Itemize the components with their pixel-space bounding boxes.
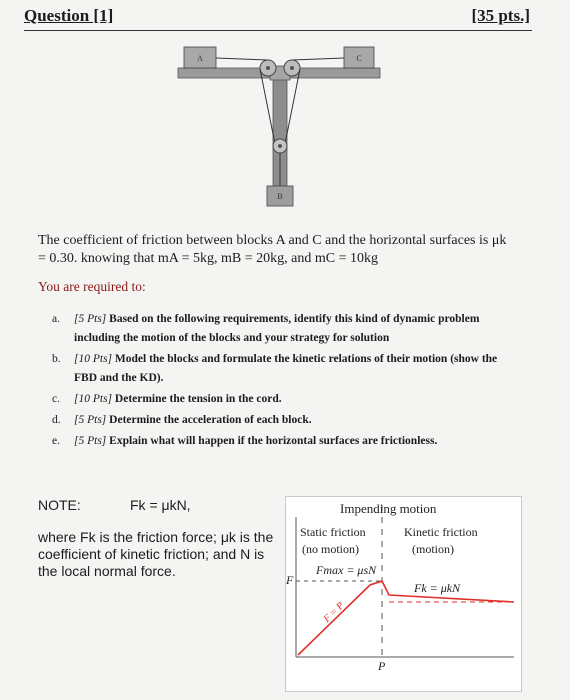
header-rule: [24, 30, 532, 31]
f-axis-label: F: [286, 573, 294, 587]
question-title: Question [1]: [24, 6, 114, 25]
task-label: d.: [52, 414, 61, 426]
problem-statement: [38, 232, 538, 268]
static-label-1: Static friction: [300, 525, 366, 539]
task-label: a.: [52, 313, 60, 325]
task-list: [52, 310, 522, 453]
left-table-surface: [178, 68, 270, 78]
statement-line-1: The coefficient of friction between blocks A and C and the horizontal surfaces is μk: [38, 233, 507, 248]
task-text: Based on the following requirements, identify this kind of dynamic problem including the motion of the blocks and your strategy for solution: [74, 313, 480, 344]
fmax-label: Fmax = μsN: [316, 563, 377, 577]
note-heading: NOTE:: [38, 497, 81, 513]
friction-graph: [285, 496, 522, 692]
task-item: [52, 390, 522, 409]
task-points: [5 Pts]: [74, 313, 107, 325]
note-formula: Fk = μkN,: [130, 497, 191, 513]
task-points: [10 Pts]: [74, 353, 113, 365]
pulley-diagram: [170, 42, 390, 222]
task-label: c.: [52, 393, 60, 405]
diagonal-label: F = P: [321, 600, 347, 625]
task-points: [5 Pts]: [74, 414, 107, 426]
block-a-label: A: [197, 54, 203, 63]
fk-label: Fk = μkN: [414, 581, 461, 595]
task-points: [5 Pts]: [74, 435, 107, 447]
graph-title: Impending motion: [340, 501, 437, 516]
task-text: Determine the tension in the cord.: [114, 393, 282, 405]
statement-line-2: = 0.30. knowing that mA = 5kg, mB = 20kg, and mC = 10kg: [38, 251, 378, 266]
kinetic-label-1: Kinetic friction: [404, 525, 478, 539]
question-points: [35 pts.]: [471, 6, 530, 25]
cord-a: [216, 58, 268, 60]
block-c-label: C: [356, 54, 362, 63]
task-points: [10 Pts]: [74, 393, 113, 405]
task-label: e.: [52, 435, 60, 447]
right-table-surface: [290, 68, 380, 78]
task-item: [52, 350, 522, 388]
task-item: [52, 310, 522, 348]
required-heading: You are required to:: [38, 279, 146, 294]
note-body: where Fk is the friction force; μk is the coefficient of kinetic friction; and N is the local normal force.: [38, 529, 274, 579]
task-item: [52, 432, 522, 451]
cord-c: [292, 58, 344, 60]
task-text: Explain what will happen if the horizontal surfaces are frictionless.: [109, 435, 438, 447]
task-label: b.: [52, 353, 61, 365]
task-text: Determine the acceleration of each block.: [109, 414, 312, 426]
p-axis-label: P: [378, 659, 386, 673]
task-text: Model the blocks and formulate the kinetic relations of their motion (show the FBD and the KD).: [74, 353, 498, 384]
block-b-label: B: [277, 192, 283, 201]
task-item: [52, 411, 522, 430]
kinetic-label-2: (motion): [412, 542, 454, 556]
static-label-2: (no motion): [302, 542, 359, 556]
pulley-system-figure: [170, 42, 390, 222]
